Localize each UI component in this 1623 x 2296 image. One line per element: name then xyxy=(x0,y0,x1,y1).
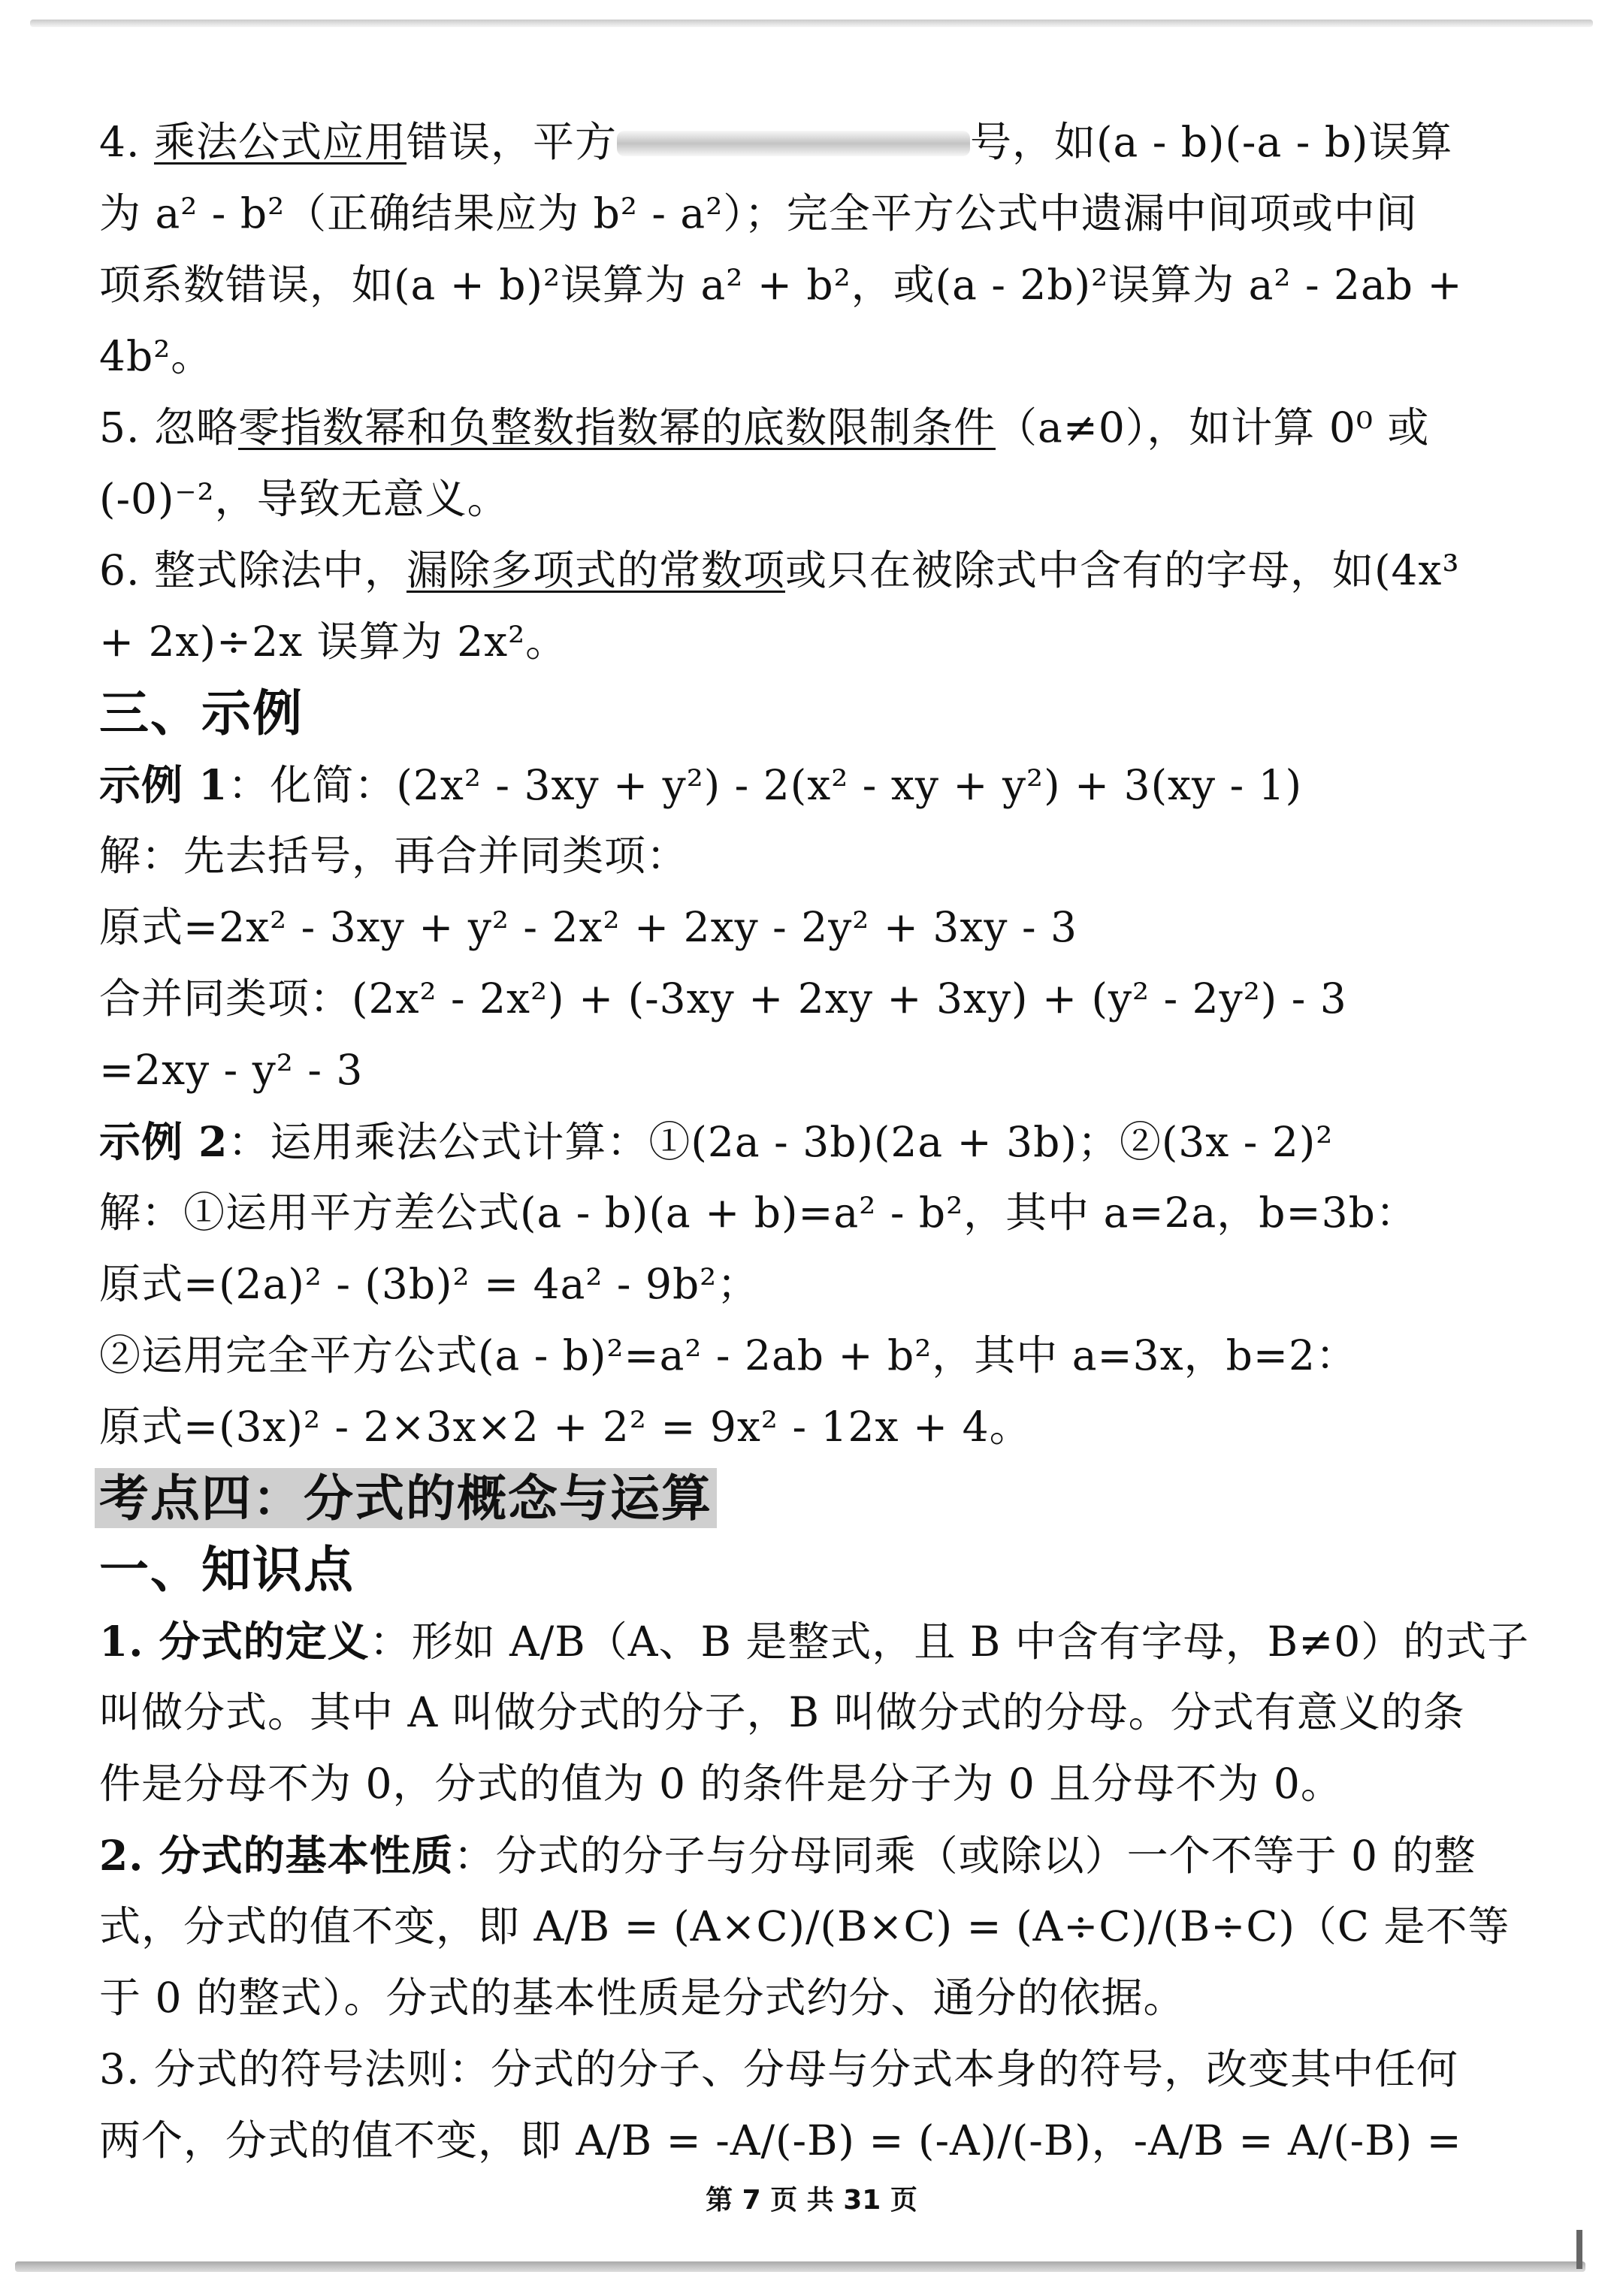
example-1-line: 示例 1：化简：(2x² - 3xy + y²) - 2(x² - xy + y²) + 3(xy - 1) xyxy=(99,760,1303,809)
text-line: 3. 分式的符号法则：分式的分子、分母与分式本身的符号，改变其中任何 xyxy=(99,2045,1458,2093)
underlined-term: 零指数幂和负整数指数幂的底数限制条件 xyxy=(237,403,996,452)
text-line: 叫做分式。其中 A 叫做分式的分子，B 叫做分式的分母。分式有意义的条 xyxy=(99,1688,1465,1736)
section-title-highlight: 考点四：分式的概念与运算 xyxy=(95,1468,717,1528)
text-line: (-0)⁻²，导致无意义。 xyxy=(99,475,509,523)
section-title xyxy=(99,1463,1527,1534)
text-line: 原式=(2a)² - (3b)² = 4a² - 9b²； xyxy=(99,1260,760,1308)
text-line: 合并同类项：(2x² - 2x²) + (-3xy + 2xy + 3xy) + (y² - 2y²) - 3 xyxy=(99,974,1347,1023)
redaction-smudge xyxy=(617,131,970,156)
text-line: 式，分式的值不变，即 A/B = (A×C)/(B×C) = (A÷C)/(B÷C)（C 是不等 xyxy=(99,1902,1510,1950)
text-line: 解：先去括号，再合并同类项： xyxy=(99,832,689,880)
page-content xyxy=(99,107,1530,2177)
text-line: 项系数错误，如(a + b)²误算为 a² + b²，或(a - 2b)²误算为 a² - 2ab + xyxy=(99,261,1463,309)
text-line: 原式=(3x)² - 2×3x×2 + 2² = 9x² - 12x + 4。 xyxy=(99,1403,1032,1451)
text-line: 件是分母不为 0，分式的值为 0 的条件是分子为 0 且分母不为 0。 xyxy=(99,1760,1343,1808)
text-line: 两个，分式的值不变，即 A/B = -A/(-B) = (-A)/(-B)，-A/B = A/(-B) = xyxy=(99,2116,1462,2165)
text-line: 6. 整式除法中，漏除多项式的常数项或只在被除式中含有的字母，如(4x³ xyxy=(99,546,1460,594)
page-number: 第 7 页 共 31 页 xyxy=(706,2185,917,2216)
heading-knowledge: 一、知识点 xyxy=(99,1540,355,1599)
text-line: 4b²。 xyxy=(99,332,213,380)
text-line: 解：①运用平方差公式(a - b)(a + b)=a² - b²，其中 a=2a，b=3b： xyxy=(99,1189,1418,1237)
text-line: 5. 忽略零指数幂和负整数指数幂的底数限制条件（a≠0），如计算 0⁰ 或 xyxy=(99,403,1430,452)
scan-edge-bottom xyxy=(15,2261,1585,2272)
scan-edge-mark xyxy=(1576,2230,1582,2269)
text-line: 原式=2x² - 3xy + y² - 2x² + 2xy - 2y² + 3xy - 3 xyxy=(99,903,1078,951)
text-line: 为 a² - b²（正确结果应为 b² - a²）；完全平方公式中遗漏中间项或中间 xyxy=(99,189,1418,237)
text-line: ②运用完全平方公式(a - b)²=a² - 2ab + b²，其中 a=3x，b=2： xyxy=(99,1331,1358,1379)
definition-line: 1. 分式的定义：形如 A/B（A、B 是整式，且 B 中含有字母，B≠0）的式子 xyxy=(99,1617,1530,1666)
scan-edge-top xyxy=(30,20,1593,27)
underlined-term: 漏除多项式的常数项 xyxy=(406,546,785,594)
text-line: + 2x)÷2x 误算为 2x²。 xyxy=(99,618,568,666)
text-line: =2xy - y² - 3 xyxy=(99,1046,364,1094)
underlined-term: 乘法公式应用 xyxy=(153,118,407,166)
example-2-line: 示例 2：运用乘法公式计算：①(2a - 3b)(2a + 3b)；②(3x - 2)² xyxy=(99,1117,1334,1166)
text-line: 4. 乘法公式应用错误，平方 号，如(a - b)(-a - b)误算 xyxy=(99,118,1453,166)
text-line: 于 0 的整式）。分式的基本性质是分式约分、通分的依据。 xyxy=(99,1974,1186,2022)
heading-examples: 三、示例 xyxy=(99,684,304,742)
property-line: 2. 分式的基本性质：分式的分子与分母同乘（或除以）一个不等于 0 的整 xyxy=(99,1831,1476,1880)
